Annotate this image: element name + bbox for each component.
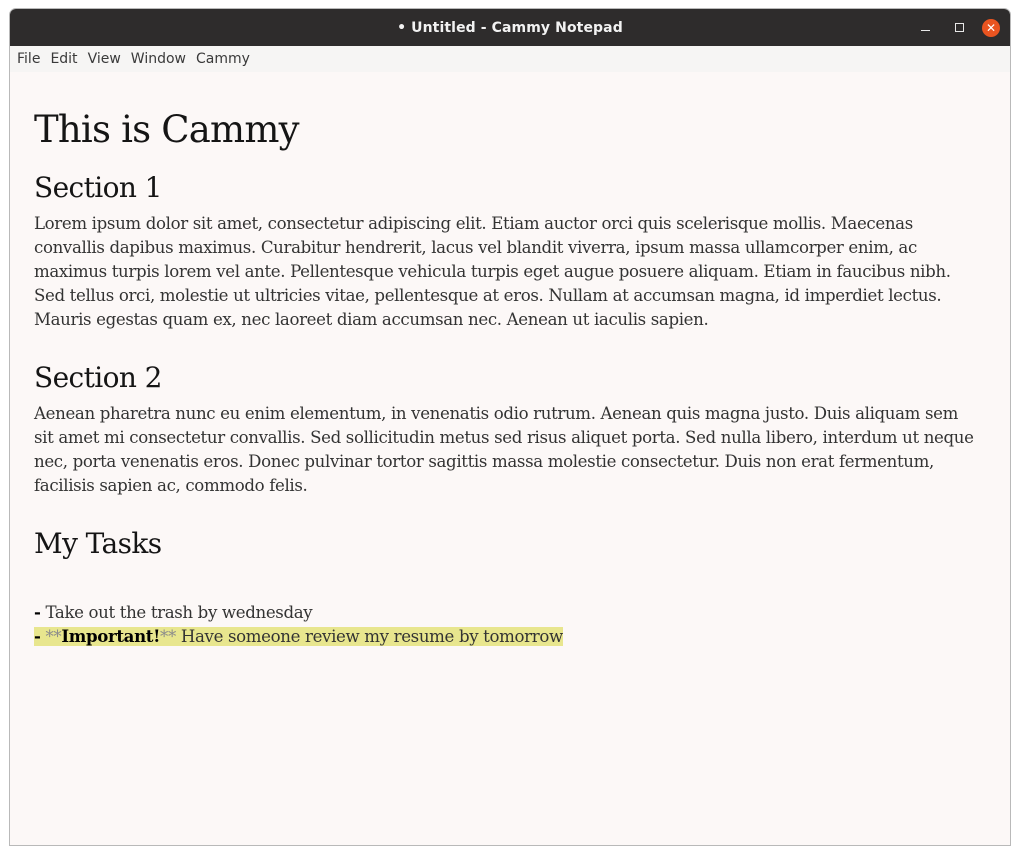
close-icon: ✕ [982, 19, 1000, 37]
window-controls [908, 9, 1010, 46]
maximize-icon [955, 23, 964, 32]
section-1-heading: Section 1 [34, 171, 162, 204]
task-bullet: - [34, 602, 41, 622]
menu-bar [10, 46, 1010, 72]
section-2-body: Aenean pharetra nunc eu enim elementum, in venenatis odio rutrum. Aenean quis magna justo. Duis aliquam sem sit amet mi consectetur convallis. Sed sollicitudin metus sed risus aliquet porta. Sed nulla libero, interdum ut neque nec, porta venenatis eros. Donec pulvinar tortor sagittis massa molestie consectetur. Duis non erat fermentum, facilisis sapien ac, commodo felis. [34, 404, 974, 495]
editor-area[interactable] [10, 72, 1010, 846]
minimize-button[interactable] [908, 9, 942, 46]
document-title: This is Cammy [34, 108, 299, 151]
title-bar[interactable] [10, 9, 1010, 46]
task-text: Take out the trash by wednesday [40, 603, 313, 622]
app-window [9, 8, 1011, 846]
window-title: • Untitled - Cammy Notepad [397, 19, 623, 36]
task-item-1 [34, 600, 312, 625]
menu-file[interactable]: File [17, 51, 41, 67]
maximize-button[interactable] [942, 9, 976, 46]
important-label: Important! [61, 626, 161, 646]
section-1-body: Lorem ipsum dolor sit amet, consectetur adipiscing elit. Etiam auctor orci quis scelerisque mollis. Maecenas convallis dapibus maximus. Curabitur hendrerit, lacus vel blandit viverra, ipsum massa ullamcorper enim, ac maximus turpis lorem vel ante. Pellentesque vehicula turpis eget augue posuere aliquam. Etiam in faucibus nibh. Sed tellus orci, molestie ut ultricies vitae, pellentesque at eros. Nullam at accumsan magna, id imperdiet lectus. Mauris egestas quam ex, nec laoreet diam accumsan nec. Aenean ut iaculis sapien. [34, 214, 951, 329]
tasks-heading: My Tasks [34, 527, 162, 560]
menu-edit[interactable]: Edit [50, 51, 78, 67]
task-bullet: - [34, 626, 41, 646]
highlighted-task [34, 627, 563, 646]
task-item-2 [34, 624, 563, 649]
bold-marker-open: ** [40, 627, 62, 646]
menu-cammy[interactable]: Cammy [196, 51, 250, 67]
menu-window[interactable]: Window [130, 51, 186, 67]
menu-view[interactable]: View [87, 51, 121, 67]
section-2-heading: Section 2 [34, 361, 162, 394]
minimize-icon [921, 30, 930, 31]
bold-marker-close: ** [160, 627, 176, 646]
close-button[interactable] [976, 9, 1010, 46]
task-text: Have someone review my resume by tomorrow [175, 627, 563, 646]
